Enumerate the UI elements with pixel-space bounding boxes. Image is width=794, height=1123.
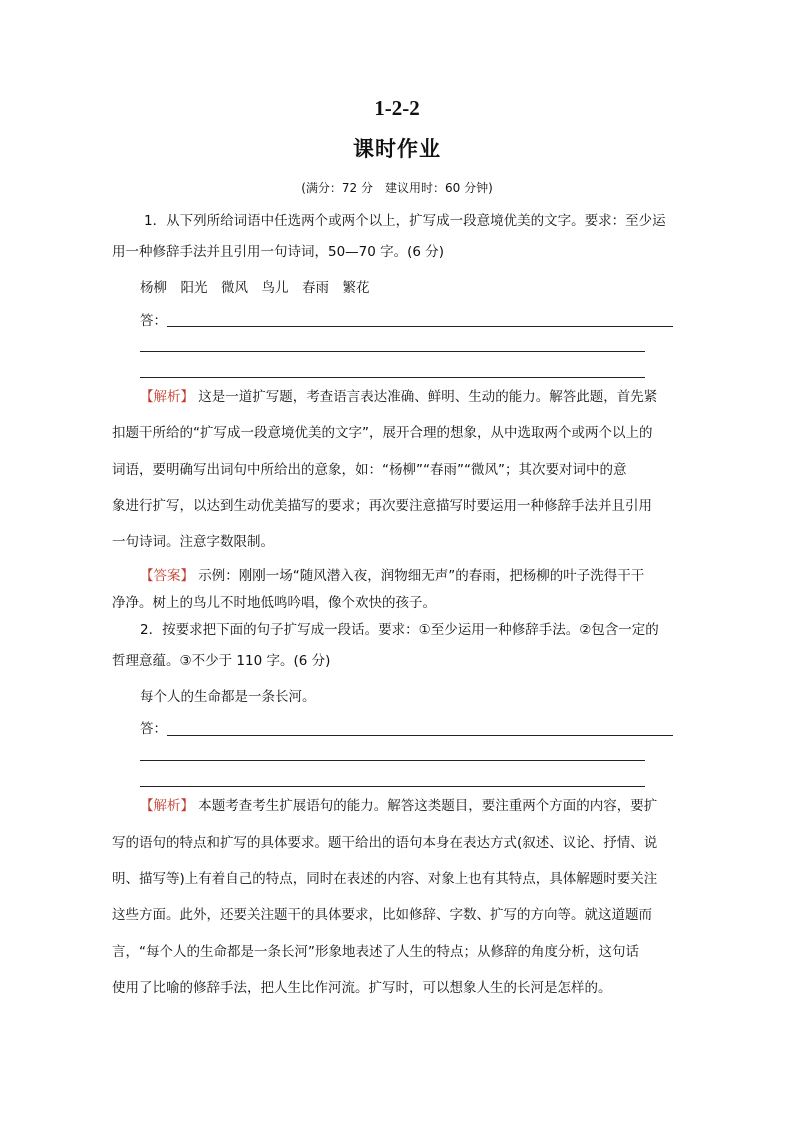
q2-text-line: 2．按要求把下面的句子扩写成一段话。要求：①至少运用一种修辞手法。②包含一定的 xyxy=(140,622,659,638)
q2-text-line: 哲理意蕴。③不少于 110 字。(6 分) xyxy=(112,653,331,669)
page-subtitle: (满分：72 分 建议用时：60 分钟) xyxy=(301,181,493,195)
section-code: 1-2-2 xyxy=(374,96,420,120)
q1-analysis-line: 扣题干所给的“扩写成一段意境优美的文字”，展开合理的想象，从中选取两个或两个以上的 xyxy=(112,425,653,441)
q2-analysis-line: 这些方面。此外，还要关注题干的具体要求，比如修辞、字数、扩写的方向等。就这道题而 xyxy=(112,907,652,923)
q1-text-line: 用一种修辞手法并且引用一句诗词，50—70 字。(6 分) xyxy=(112,244,445,260)
q1-answer-label: 答： xyxy=(140,313,167,329)
q2-analysis-line: 明、描写等)上有着自己的特点，同时在表述的内容、对象上也有其特点，具体解题时要关注 xyxy=(112,871,658,887)
answer-tag: 【答案】 xyxy=(140,568,194,584)
q1-answer-line[interactable] xyxy=(140,377,645,378)
q2-sentence: 每个人的生命都是一条长河。 xyxy=(140,689,316,705)
analysis-text: 本题考查考生扩展语句的能力。解答这类题目，要注重两个方面的内容，要扩 xyxy=(198,798,658,814)
analysis-text: 这是一道扩写题，考查语言表达准确、鲜明、生动的能力。解答此题，首先紧 xyxy=(198,389,658,405)
q1-answer-line[interactable] xyxy=(167,326,673,327)
q2-answer-label: 答： xyxy=(140,721,167,737)
q1-analysis-line: 词语，要明确写出词句中所给出的意象，如：“杨柳”“春雨”“微风”；其次要对词中的意 xyxy=(112,462,627,478)
q1-answer-line xyxy=(140,567,644,585)
analysis-tag: 【解析】 xyxy=(140,798,194,814)
q1-analysis-line: 一句诗词。注意字数限制。 xyxy=(112,534,274,550)
analysis-tag: 【解析】 xyxy=(140,389,194,405)
q2-analysis-line: 写的语句的特点和扩写的具体要求。题干给出的语句本身在表达方式(叙述、议论、抒情、说 xyxy=(112,835,658,851)
q1-analysis-line xyxy=(140,388,657,406)
q2-analysis-line xyxy=(140,797,657,815)
q1-text-line: 1．从下列所给词语中任选两个或两个以上，扩写成一段意境优美的文字。要求：至少运 xyxy=(144,213,666,229)
q2-answer-line[interactable] xyxy=(140,786,645,787)
page-title: 课时作业 xyxy=(353,137,441,161)
q2-analysis-line: 言，“每个人的生命都是一条长河”形象地表述了人生的特点；从修辞的角度分析，这句话 xyxy=(112,944,639,960)
q1-answer-text-line: 净净。树上的鸟儿不时地低鸣吟唱，像个欢快的孩子。 xyxy=(112,595,436,611)
q1-words: 杨柳 阳光 微风 鸟儿 春雨 繁花 xyxy=(140,280,370,296)
q2-answer-line[interactable] xyxy=(140,760,645,761)
q1-answer-line[interactable] xyxy=(140,351,645,352)
q2-answer-line[interactable] xyxy=(167,735,673,736)
q1-analysis-line: 象进行扩写，以达到生动优美描写的要求；再次要注意描写时要运用一种修辞手法并且引用 xyxy=(112,498,652,514)
q2-analysis-line: 使用了比喻的修辞手法，把人生比作河流。扩写时，可以想象人生的长河是怎样的。 xyxy=(112,980,612,996)
answer-text: 示例：刚刚一场“随风潜入夜，润物细无声”的春雨，把杨柳的叶子洗得干干 xyxy=(198,568,645,584)
